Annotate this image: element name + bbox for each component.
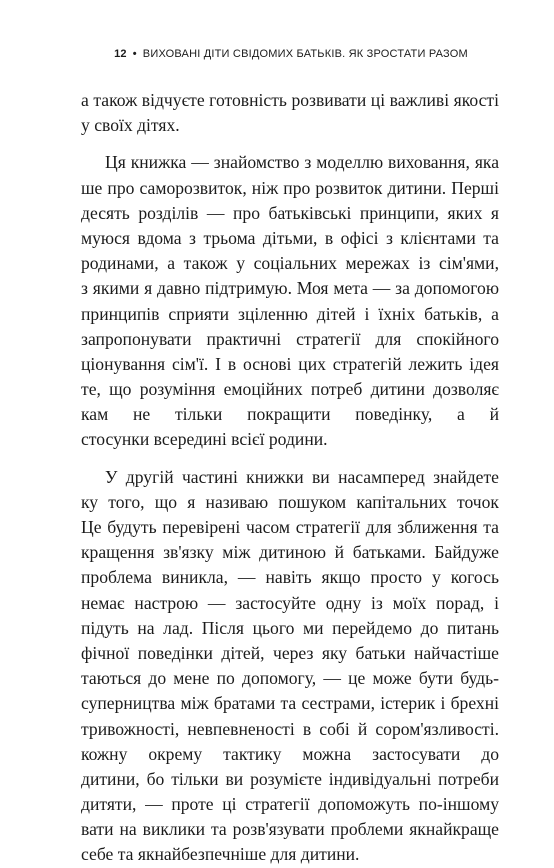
text-line: Ця книжка — знайомство з моделлю виховання, яка [105,152,499,173]
text-line: десять розділів — про батьківські принципи, яких я [81,202,499,223]
body-text [81,88,499,868]
text-line: кам не тільки покращити поведінку, а й [81,404,499,425]
page-number: 12 [114,48,127,60]
text-line: стосунки всередині всієї родини. [81,429,328,450]
header-separator: • [132,48,137,60]
text-line: немає настрою — застосуйте одну із моїх порад, і [81,592,499,613]
paragraph-part-two [81,465,499,868]
text-line: те, що розуміння емоційних потреб дитини дозволяє [81,379,499,400]
paragraph-book-intro [81,150,499,452]
paragraph-continuation [81,88,499,138]
text-line: муюся вдома з трьома дітьми, в офісі з клієнтами та [81,227,499,248]
text-line: ціонування сім'ї. І в основі цих стратегій лежить ідея [81,353,499,374]
text-line: фічної поведінки дітей, через яку батьки найчастіше [81,642,499,663]
text-line: запропонувати практичні стратегії для спокійного [81,328,499,349]
running-header [81,48,501,60]
text-line: себе та якнайбезпечніше для дитини. [81,844,360,865]
text-line: У другій частині книжки ви насамперед знайдете [105,466,499,487]
text-line: у своїх дітях. [81,115,180,136]
text-line: підуть на лад. Після цього ми перейдемо до питань [81,617,499,638]
text-line: тривожності, невпевненості в собі й сором'язливості. [81,718,499,739]
text-line: таються до мене по допомогу, — це може бути будь- [81,668,499,689]
text-line: проблема виникла, — навіть якщо просто у когось [81,567,499,588]
text-line: кращення зв'язку між дитиною й батьками. Байдуже [81,542,499,563]
text-line: принципів сприяти зціленню дітей і їхніх батьків, а [81,303,499,324]
text-line: кожну окрему тактику можна застосувати до [81,743,499,764]
text-line: а також відчуєте готовність розвивати ці важливі якості [81,90,499,110]
text-line: вати на виклики та розв'язувати проблеми якнайкраще [81,819,499,840]
text-line: дитини, бо тільки ви розумієте індивідуальні потреби [81,768,499,789]
text-line: з якими я давно підтримую. Моя мета — за допомогою [81,278,499,299]
running-title: ВИХОВАНІ ДІТИ СВІДОМИХ БАТЬКІВ. ЯК ЗРОСТАТИ РАЗОМ [142,48,468,60]
text-line: ше про саморозвиток, ніж про розвиток дитини. Перші [81,177,499,198]
text-line: суперництва між братами та сестрами, істерик і брехні [81,693,499,714]
text-line: Це будуть перевірені часом стратегії для зближення та [81,517,499,538]
text-line: ку того, що я називаю пошуком капітальних точок [81,491,499,512]
text-line: дитяти, — проте ці стратегії допоможуть по-іншому [81,794,499,815]
text-line: родинами, а також у соціальних мережах із сім'ями, [81,253,499,274]
